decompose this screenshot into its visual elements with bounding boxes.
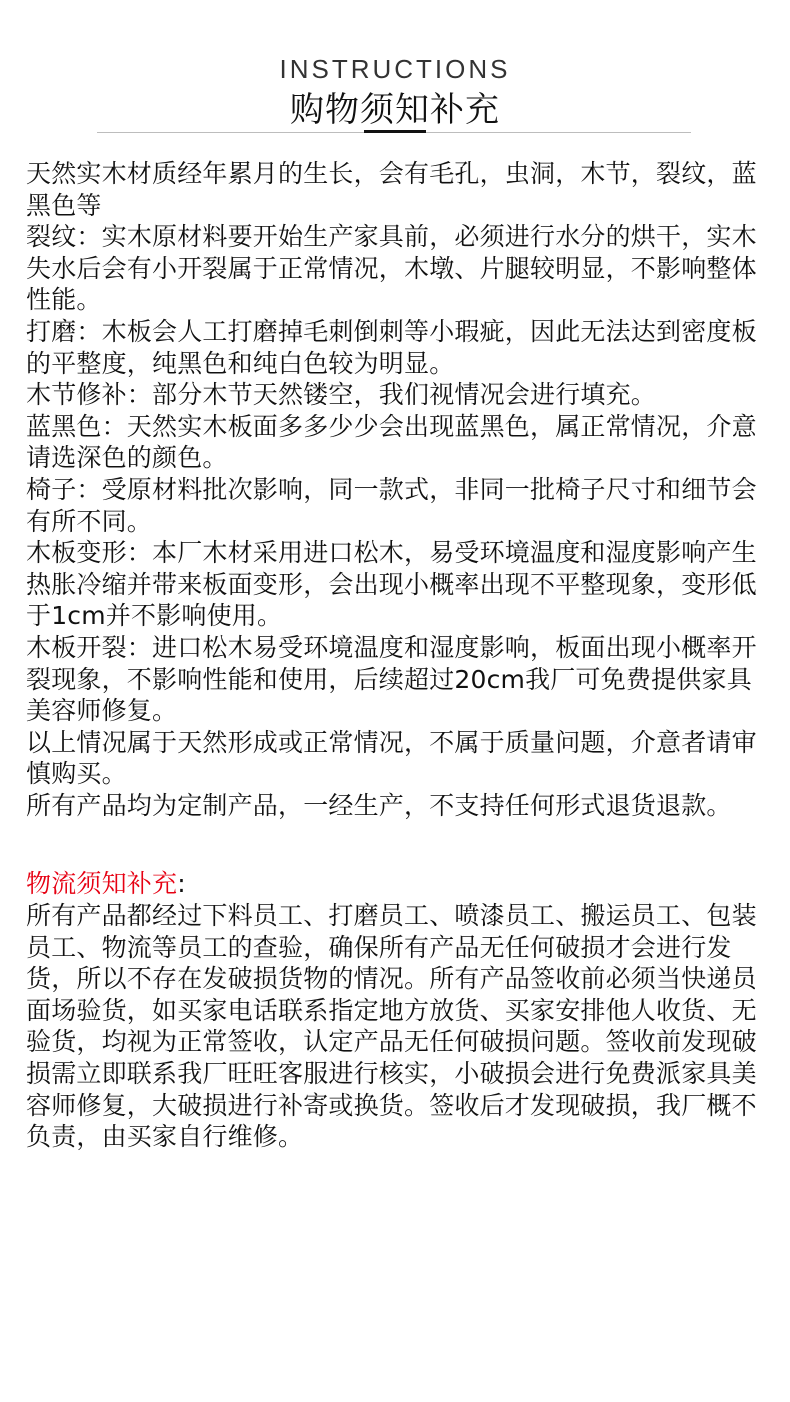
header-title-cn: 购物须知补充 xyxy=(290,90,500,130)
paragraph-board-deformation: 木板变形：本厂木材采用进口松木，易受环境温度和湿度影响产生热胀冷缩并带来板面变形，会出现小概率出现不平整现象，变形低于1cm并不影响使用。 xyxy=(26,538,757,631)
paragraph-natural-notice: 以上情况属于天然形成或正常情况，不属于质量问题，介意者请审慎购买。 xyxy=(26,727,757,789)
paragraph-cracks: 裂纹：实木原材料要开始生产家具前，必须进行水分的烘干，实木失水后会有小开裂属于正常情况，木墩、片腿较明显，不影响整体性能。 xyxy=(26,222,757,315)
header-title-en: INSTRUCTIONS xyxy=(279,54,511,84)
logistics-heading-colon: : xyxy=(177,869,186,899)
paragraph-sanding: 打磨：木板会人工打磨掉毛刺倒刺等小瑕疵，因此无法达到密度板的平整度，纯黑色和纯白色较为明显。 xyxy=(26,316,757,378)
logistics-body: 所有产品都经过下料员工、打磨员工、喷漆员工、搬运员工、包装员工、物流等员工的查验，确保所有产品无任何破损才会进行发货，所以不存在发破损货物的情况。所有产品签收前必须当快递员面场验货，如买家电话联系指定地方放货、买家安排他人收货、无验货，均视为正常签收，认定产品无任何破损问题。签收前发现破损需立即联系我厂旺旺客服进行核实，小破损会进行免费派家具美容师修复，大破损进行补寄或换货。签收后才发现破损，我厂概不负责，由买家自行维修。 xyxy=(26,901,757,1152)
header-divider-accent xyxy=(364,130,426,133)
paragraph-no-returns: 所有产品均为定制产品，一经生产，不支持任何形式退货退款。 xyxy=(26,790,732,820)
paragraph-board-cracking: 木板开裂：进口松木易受环境温度和湿度影响，板面出现小概率开裂现象，不影响性能和使用，后续超过20cm我厂可免费提供家具美容师修复。 xyxy=(26,632,757,726)
logistics-heading-line xyxy=(26,868,768,900)
page-header xyxy=(0,52,790,132)
section-spacer xyxy=(26,821,768,868)
paragraph-blue-black: 蓝黑色：天然实木板面多多少少会出现蓝黑色，属正常情况，介意请选深色的颜色。 xyxy=(26,411,757,473)
instructions-content xyxy=(26,158,768,1153)
logistics-heading: 物流须知补充 xyxy=(26,869,178,899)
paragraph-chairs: 椅子：受原材料批次影响，同一款式，非同一批椅子尺寸和细节会有所不同。 xyxy=(26,474,757,536)
paragraph-knot-repair: 木节修补：部分木节天然镂空，我们视情况会进行填充。 xyxy=(26,380,657,410)
paragraph-intro: 天然实木材质经年累月的生长，会有毛孔，虫洞，木节，裂纹，蓝黑色等 xyxy=(26,159,757,220)
